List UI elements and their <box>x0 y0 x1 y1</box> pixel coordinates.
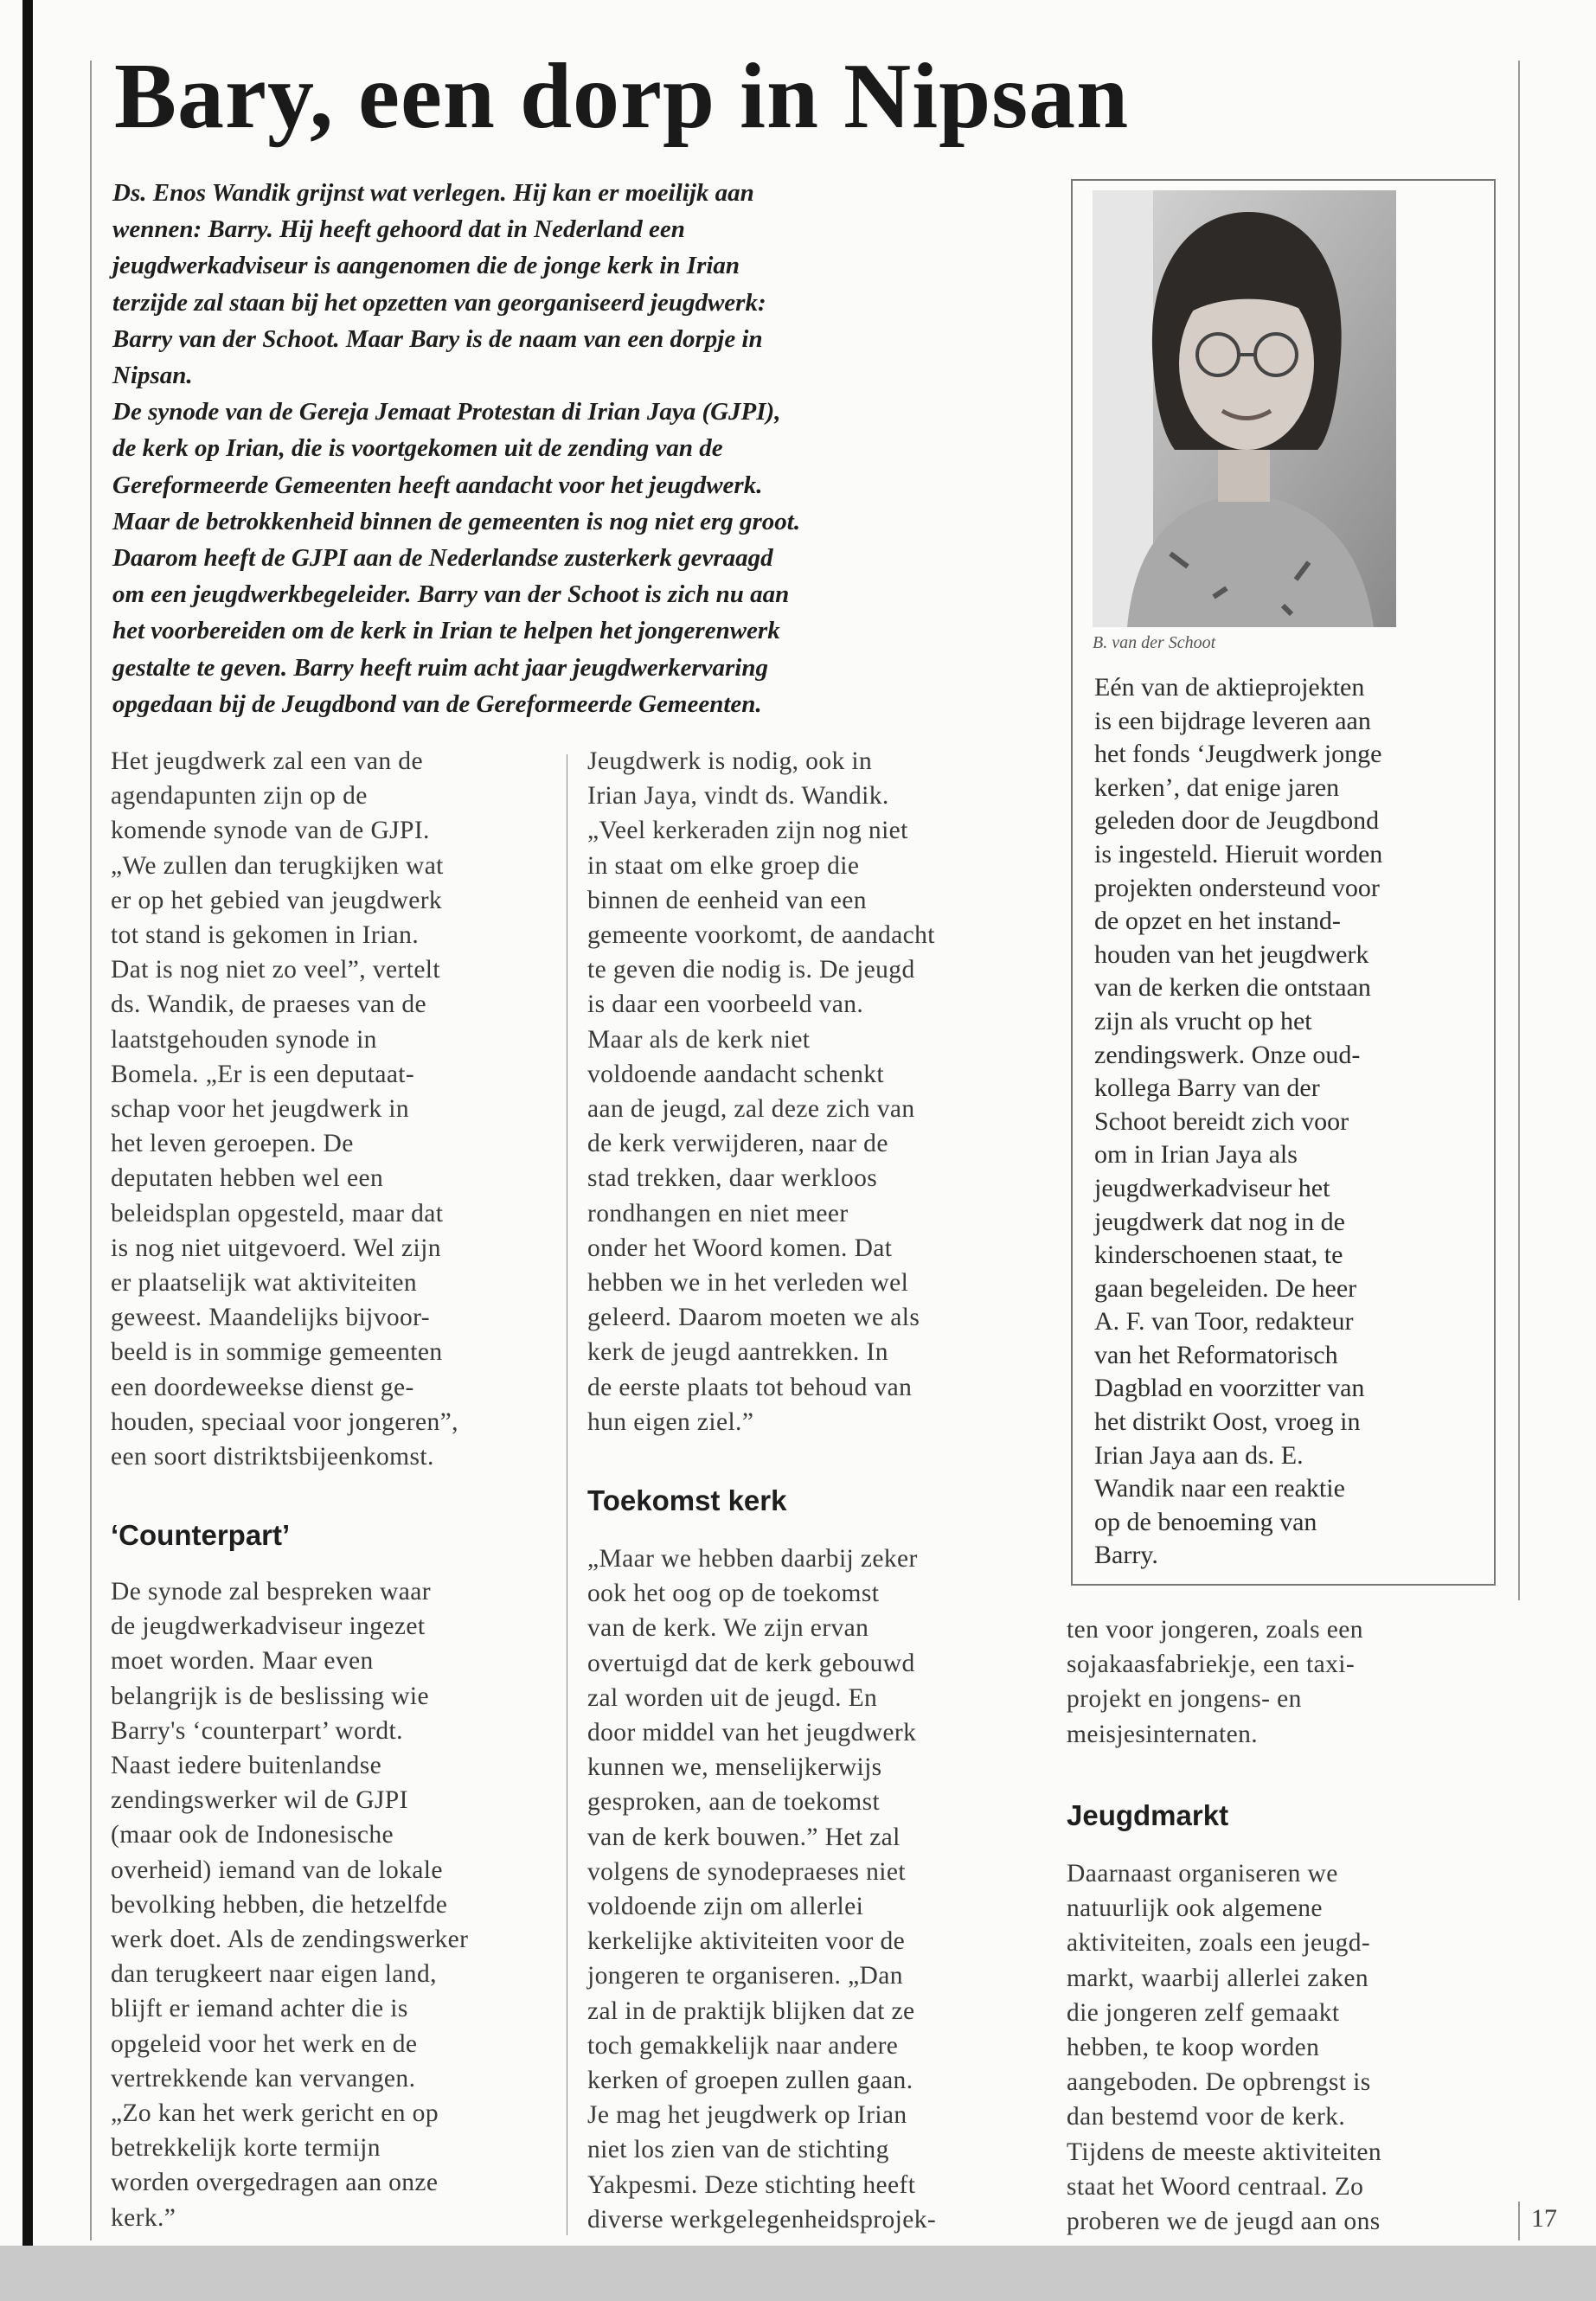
text-line: kinderschoenen staat, te <box>1094 1240 1343 1270</box>
text-line: Maar als de kerk niet <box>587 1025 811 1054</box>
text-line: kerkelijke aktiviteiten voor de <box>587 1927 906 1956</box>
text-line: jeugdwerk dat nog in de <box>1094 1207 1345 1236</box>
text-line: de eerste plaats tot behoud van <box>587 1373 913 1401</box>
text-line: werk doet. Als de zendingswerker <box>111 1926 469 1954</box>
text-line: geweest. Maandelijks bijvoor- <box>111 1304 431 1332</box>
text-line: van het Reformatorisch <box>1094 1340 1338 1369</box>
text-line: Bomela. „Er is een deputaat- <box>111 1060 415 1088</box>
text-line: kunnen we, menselijkerwijs <box>587 1753 882 1782</box>
text-line: natuurlijk ook algemene <box>1067 1894 1323 1923</box>
text-line: die jongeren zelf gemaakt <box>1067 1998 1340 2027</box>
text-line: „Veel kerkeraden zijn nog niet <box>587 817 908 845</box>
text-line: binnen de eenheid van een <box>587 886 867 914</box>
text-line: (maar ook de Indonesische <box>111 1821 394 1849</box>
text-line: diverse werkgelegenheidsprojek- <box>587 2205 937 2234</box>
text-line: „We zullen dan terugkijken wat <box>111 851 444 880</box>
text-line: wennen: Barry. Hij heeft gehoord dat in Nederland een <box>112 215 685 244</box>
text-line: gemeente voorkomt, de aandacht <box>587 921 935 950</box>
text-line: gestalte te geven. Barry heeft ruim acht jaar jeugdwerkervaring <box>112 653 768 682</box>
text-line: dan terugkeert naar eigen land, <box>111 1960 437 1989</box>
text-line: belangrijk is de beslissing wie <box>111 1682 429 1710</box>
text-line: zendingswerk. Onze oud- <box>1094 1040 1361 1069</box>
portrait-photo <box>1093 190 1396 627</box>
text-line: Je mag het jeugdwerk op Irian <box>587 2101 907 2130</box>
text-line: Tijdens de meeste aktiviteiten <box>1067 2138 1382 2166</box>
text-line: projekt en jongens- en <box>1067 1685 1302 1714</box>
text-line: kerk de jeugd aantrekken. In <box>587 1338 888 1367</box>
text-line: kerken of groepen zullen gaan. <box>587 2067 913 2095</box>
text-line: worden overgedragen aan onze <box>111 2169 439 2197</box>
text-line: ds. Wandik, de praeses van de <box>111 990 427 1019</box>
text-line: Maar de betrokkenheid binnen de gemeenten is nog niet erg groot. <box>112 507 801 535</box>
text-line: Nipsan. <box>112 362 193 390</box>
text-line: agendapunten zijn op de <box>111 782 368 811</box>
text-line: onder het Woord komen. Dat <box>587 1234 893 1262</box>
text-line: sojakaasfabriekje, een taxi- <box>1067 1650 1356 1679</box>
text-line: Irian Jaya aan ds. E. <box>1094 1440 1304 1470</box>
text-line: het leven geroepen. De <box>111 1130 354 1158</box>
text-line: te geven die nodig is. De jeugd <box>587 956 915 984</box>
text-line: De synode van de Gereja Jemaat Protestan di Irian Jaya (GJPI), <box>112 398 781 426</box>
text-line: van de kerken die ontstaan <box>1094 973 1371 1003</box>
left-rule <box>90 61 92 2240</box>
text-line: een doordeweekse dienst ge- <box>111 1373 414 1401</box>
text-line: jeugdwerkadviseur is aangenomen die de jonge kerk in Irian <box>112 252 740 280</box>
text-line: houden van het jeugdwerk <box>1094 939 1369 969</box>
column-2-text-a <box>587 744 935 1439</box>
text-line: houden, speciaal voor jongeren”, <box>111 1407 458 1436</box>
subheading-toekomst-kerk: Toekomst kerk <box>587 1484 787 1516</box>
text-line: jeugdwerkadviseur het <box>1094 1173 1330 1202</box>
scan-edge-bar <box>22 0 33 2266</box>
text-line: in staat om elke groep die <box>587 851 860 880</box>
text-line: vertrekkende kan vervangen. <box>111 2064 416 2093</box>
column-3-text-b <box>1067 1856 1381 2239</box>
right-rule <box>1518 61 1520 1600</box>
text-line: proberen we de jeugd aan ons <box>1067 2208 1381 2236</box>
text-line: er plaatselijk wat aktiviteiten <box>111 1269 417 1298</box>
photo-caption: B. van der Schoot <box>1093 633 1216 652</box>
text-line: blijft er iemand achter die is <box>111 1995 408 2023</box>
text-line: projekten ondersteund voor <box>1094 873 1380 902</box>
text-line: geleden door de Jeugdbond <box>1094 806 1380 836</box>
text-line: jongeren te organiseren. „Dan <box>587 1962 903 1990</box>
text-line: moet worden. Maar even <box>111 1647 374 1676</box>
text-line: het fonds ‘Jeugdwerk jonge <box>1094 740 1382 769</box>
text-line: kerk.” <box>111 2203 176 2232</box>
text-line: om in Irian Jaya als <box>1094 1140 1298 1170</box>
text-line: A. F. van Toor, redakteur <box>1094 1307 1354 1336</box>
text-line: aktiviteiten, zoals een jeugd- <box>1067 1929 1371 1958</box>
text-line: rondhangen en niet meer <box>587 1199 849 1227</box>
text-line: om een jeugdwerkbegeleider. Barry van der Schoot is zich nu aan <box>112 580 790 609</box>
text-line: Ds. Enos Wandik grijnst wat verlegen. Hij kan er moeilijk aan <box>112 179 754 207</box>
text-line: De synode zal bespreken waar <box>111 1578 431 1606</box>
text-line: beeld is in sommige gemeenten <box>111 1338 443 1367</box>
text-line: terzijde zal staan bij het opzetten van georganiseerd jeugdwerk: <box>112 288 766 317</box>
scan-bottom-strip <box>0 2246 1596 2301</box>
page-number: 17 <box>1531 2204 1557 2233</box>
subheading-jeugdmarkt: Jeugdmarkt <box>1067 1799 1229 1831</box>
text-line: voldoende aandacht schenkt <box>587 1060 884 1088</box>
text-line: toch gemakkelijk naar andere <box>587 2031 899 2060</box>
text-line: zendingswerker wil de GJPI <box>111 1786 408 1815</box>
text-line: kerken’, dat enige jaren <box>1094 772 1340 802</box>
text-line: hebben, te koop worden <box>1067 2034 1320 2062</box>
text-line: hebben we in het verleden wel <box>587 1269 909 1298</box>
text-line: Daarnaast organiseren we <box>1067 1860 1338 1888</box>
sidebar-text <box>1094 671 1382 1573</box>
text-line: dan bestemd voor de kerk. <box>1067 2103 1346 2131</box>
text-line: de kerk op Irian, die is voortgekomen uit de zending van de <box>112 434 723 463</box>
text-line: opgedaan bij de Jeugdbond van de Gereformeerde Gemeenten. <box>112 689 762 718</box>
text-line: aan de jeugd, zal deze zich van <box>587 1095 915 1124</box>
text-line: Wandik naar een reaktie <box>1094 1474 1345 1503</box>
text-line: Barry's ‘counterpart’ wordt. <box>111 1716 403 1745</box>
column-1-text-b <box>111 1574 468 2235</box>
page-number-rule <box>1518 2202 1520 2240</box>
text-line: „Maar we hebben daarbij zeker <box>587 1545 918 1573</box>
text-line: Het jeugdwerk zal een van de <box>111 747 423 775</box>
text-line: gesproken, aan de toekomst <box>587 1788 881 1817</box>
text-line: Eén van de aktieprojekten <box>1094 673 1365 702</box>
text-line: tot stand is gekomen in Irian. <box>111 921 420 950</box>
text-line: stad trekken, daar werkloos <box>587 1164 878 1193</box>
text-line: is nog niet uitgevoerd. Wel zijn <box>111 1234 441 1262</box>
column-2-text-b <box>587 1541 936 2237</box>
text-line: markt, waarbij allerlei zaken <box>1067 1964 1369 1992</box>
text-line: kollega Barry van der <box>1094 1074 1320 1103</box>
text-line: Irian Jaya, vindt ds. Wandik. <box>587 782 889 811</box>
text-line: op de benoeming van <box>1094 1507 1317 1536</box>
text-line: een soort distriktsbijeenkomst. <box>111 1443 434 1471</box>
text-line: Schoot bereidt zich voor <box>1094 1106 1349 1136</box>
text-line: geleerd. Daarom moeten we als <box>587 1304 920 1332</box>
text-line: is een bijdrage leveren aan <box>1094 706 1371 735</box>
article-intro <box>112 175 800 722</box>
text-line: staat het Woord centraal. Zo <box>1067 2172 1364 2201</box>
text-line: bevolking hebben, die hetzelfde <box>111 1890 448 1919</box>
text-line: door middel van het jeugdwerk <box>587 1719 917 1747</box>
text-line: Naast iedere buitenlandse <box>111 1752 382 1780</box>
text-line: deputaten hebben wel een <box>111 1164 384 1193</box>
text-line: hun eigen ziel.” <box>587 1407 754 1436</box>
text-line: de opzet en het instand- <box>1094 907 1341 936</box>
text-line: van de kerk. We zijn ervan <box>587 1614 869 1643</box>
text-line: er op het gebied van jeugdwerk <box>111 886 443 914</box>
text-line: zal worden uit de jeugd. En <box>587 1683 878 1712</box>
text-line: volgens de synodepraeses niet <box>587 1857 906 1886</box>
text-line: voldoende zijn om allerlei <box>587 1893 864 1921</box>
text-line: laatstgehouden synode in <box>111 1025 377 1054</box>
text-line: opgeleid voor het werk en de <box>111 2029 418 2058</box>
text-line: beleidsplan opgesteld, maar dat <box>111 1199 444 1227</box>
column-1-text-a <box>111 744 458 1474</box>
text-line: komende synode van de GJPI. <box>111 817 430 845</box>
text-line: Barry van der Schoot. Maar Bary is de naam van een dorpje in <box>112 324 763 353</box>
text-line: Barry. <box>1094 1541 1158 1570</box>
text-line: de kerk verwijderen, naar de <box>587 1130 888 1158</box>
text-line: ten voor jongeren, zoals een <box>1067 1616 1363 1644</box>
text-line: de jeugdwerkadviseur ingezet <box>111 1612 426 1641</box>
text-line: overheid) iemand van de lokale <box>111 1856 443 1884</box>
text-line: schap voor het jeugdwerk in <box>111 1095 410 1124</box>
text-line: is ingesteld. Hieruit worden <box>1094 839 1383 868</box>
text-line: Dagblad en voorzitter van <box>1094 1374 1365 1403</box>
text-line: Gereformeerde Gemeenten heeft aandacht voor het jeugdwerk. <box>112 471 763 499</box>
text-line: „Zo kan het werk gericht en op <box>111 2099 439 2128</box>
text-line: zal in de praktijk blijken dat ze <box>587 1997 915 2025</box>
text-line: overtuigd dat de kerk gebouwd <box>587 1649 915 1677</box>
text-line: Daarom heeft de GJPI aan de Nederlandse zusterkerk gevraagd <box>112 544 773 573</box>
subheading-counterpart: ‘Counterpart’ <box>111 1519 291 1551</box>
text-line: Jeugdwerk is nodig, ook in <box>587 747 873 775</box>
text-line: zijn als vrucht op het <box>1094 1006 1312 1035</box>
text-line: niet los zien van de stichting <box>587 2136 889 2164</box>
text-line: Dat is nog niet zo veel”, vertelt <box>111 956 440 984</box>
text-line: betrekkelijk korte termijn <box>111 2134 381 2163</box>
text-line: Yakpesmi. Deze stichting heeft <box>587 2170 916 2199</box>
text-line: het distrikt Oost, vroeg in <box>1094 1407 1361 1437</box>
text-line: is daar een voorbeeld van. <box>587 990 864 1019</box>
text-line: ook het oog op de toekomst <box>587 1580 880 1608</box>
column-3-text-a <box>1067 1612 1363 1752</box>
text-line: aangeboden. De opbrengst is <box>1067 2068 1371 2097</box>
text-line: gaan begeleiden. De heer <box>1094 1273 1357 1303</box>
article-title: Bary, een dorp in Nipsan <box>114 45 1130 148</box>
text-line: meisjesinternaten. <box>1067 1720 1259 1748</box>
text-line: van de kerk bouwen.” Het zal <box>587 1823 901 1851</box>
text-line: het voorbereiden om de kerk in Irian te helpen het jongerenwerk <box>112 617 780 645</box>
